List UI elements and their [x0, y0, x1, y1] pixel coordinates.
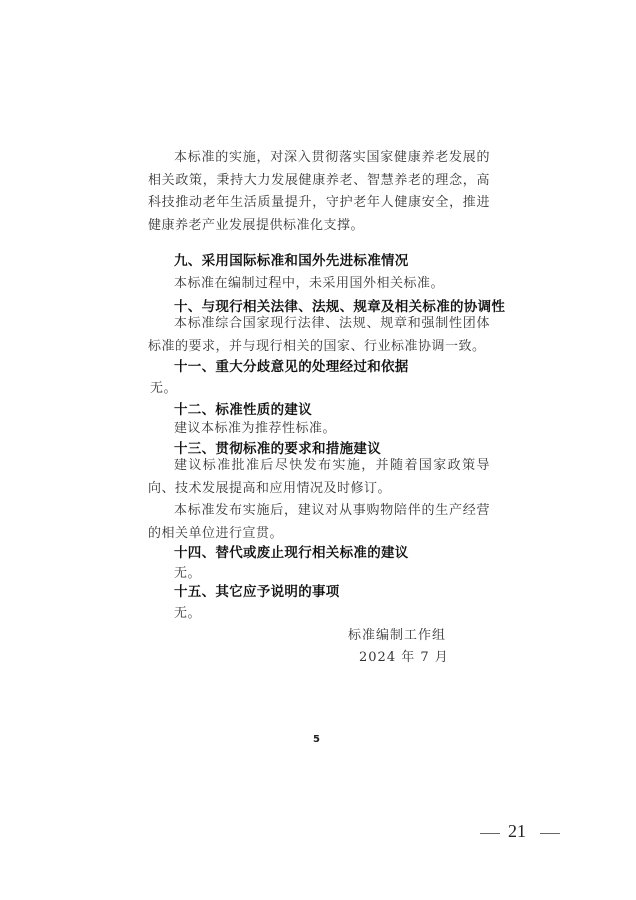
section-14-text: 无。	[174, 566, 202, 581]
signature-date: 2024 年 7 月	[359, 650, 449, 665]
section-9-text: 本标准在编制过程中，未采用国外相关标准。	[174, 276, 445, 291]
section-11-text: 无。	[150, 381, 178, 396]
section-13-heading: 十三、贯彻标准的要求和措施建议	[174, 441, 381, 457]
folio-dash-right	[540, 833, 560, 834]
folio	[480, 821, 560, 845]
section-13-text: 建议标准批准后尽快发布实施，并随着国家政策导向、技术发展提高和应用情况及时修订。	[148, 458, 490, 496]
signature-org: 标准编制工作组	[348, 628, 447, 643]
section-12-text: 建议本标准为推荐性标准。	[174, 421, 337, 436]
section-15-text: 无。	[174, 606, 202, 621]
folio-dash-left	[480, 833, 500, 834]
paragraph-implementation: 本标准的实施，对深入贯彻落实国家健康养老发展的相关政策，秉持大力发展健康养老、智慧养老的理念，高科技推动老年生活质量提升，守护老年人健康安全，推进健康养老产业发展提供标准化支撑。	[148, 150, 490, 233]
section-12-heading: 十二、标准性质的建议	[174, 402, 312, 418]
section-10-heading: 十、与现行相关法律、法规、规章及相关标准的协调性	[174, 299, 506, 315]
section-11-heading: 十一、重大分歧意见的处理经过和依据	[174, 359, 409, 375]
section-15-heading: 十五、其它应予说明的事项	[174, 584, 340, 600]
section-9-heading: 九、采用国际标准和国外先进标准情况	[174, 253, 409, 269]
inner-page-number: 5	[313, 734, 320, 745]
folio-number: 21	[508, 821, 526, 841]
section-14-heading: 十四、替代或废止现行相关标准的建议	[174, 545, 409, 561]
section-10-text: 本标准综合国家现行法律、法规、规章和强制性团体标准的要求，并与现行相关的国家、行业标准协调一致。	[148, 316, 490, 354]
section-13-text-2: 本标准发布实施后，建议对从事购物陪伴的生产经营的相关单位进行宣贯。	[148, 503, 490, 541]
